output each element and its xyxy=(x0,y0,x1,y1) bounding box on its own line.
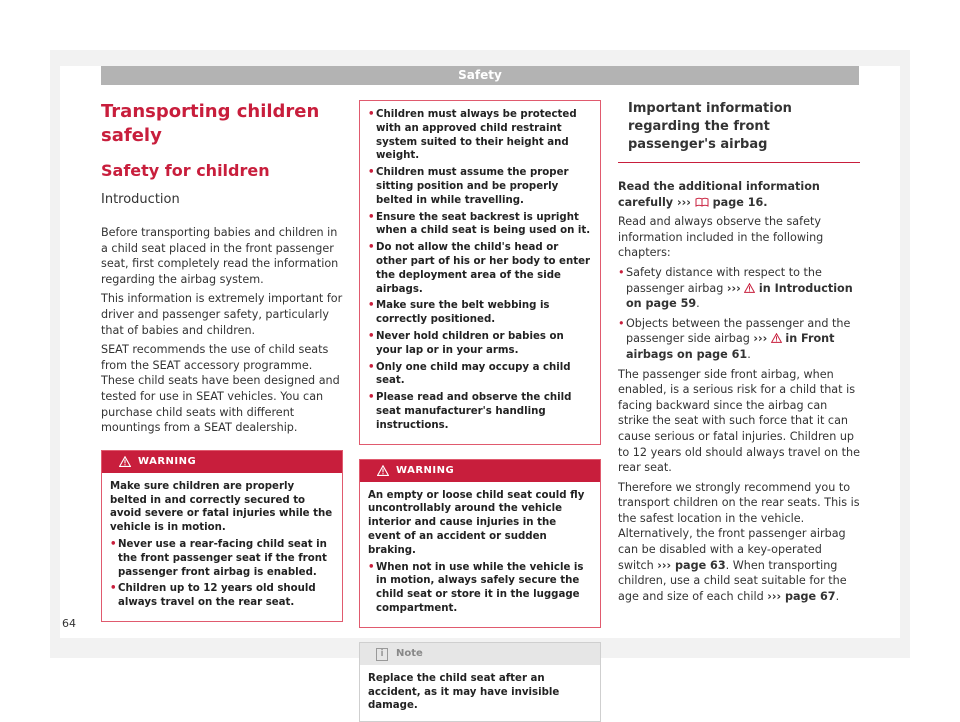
warning-icon xyxy=(119,456,131,467)
warning-label: WARNING xyxy=(138,455,197,467)
note-label: Note xyxy=(396,647,423,659)
section-subtitle: Safety for children xyxy=(101,161,270,180)
paragraph-text: Therefore we strongly recommend you to transport children on the rear seats. This is the safest location in the vehicle. Alternatively, the front passenger airbag can be disabled with a key-operated switch xyxy=(618,480,860,572)
column-3 xyxy=(618,100,860,608)
paragraph: Therefore we strongly recommend you to transport children on the rear seats. This is the safest location in the vehicle. Alternatively, the front passenger airbag can be disabled with a key-operated switch ››› page 63. When transporting children, use a child seat suitable for the age and size of each child ››› page 67. xyxy=(618,480,860,603)
paragraph: Before transporting babies and children in a child seat placed in the front passenger seat, first completely read the information regarding the airbag system. xyxy=(101,226,339,286)
column-2 xyxy=(359,100,601,722)
warning-bullet: • Children up to 12 years old should always travel on the rear seat. xyxy=(110,582,334,610)
page-number: 64 xyxy=(62,617,76,630)
warning-header xyxy=(360,460,600,482)
list-item: • Objects between the passenger and the passenger side airbag ››› in Front airbags on page 61. xyxy=(618,316,860,363)
section-header: Safety xyxy=(101,66,859,85)
note-text: Replace the child seat after an accident, as it may have invisible damage. xyxy=(368,672,560,712)
warning-bullet: • Please read and observe the child seat manufacturer's handling instructions. xyxy=(368,391,592,432)
warning-text: An empty or loose child seat could fly uncontrollably around the vehicle interior and cause injuries in the event of an accident or sudden braking. xyxy=(368,489,585,556)
paragraph: This information is extremely important for driver and passenger safety, particularly that of babies and children. xyxy=(101,292,343,337)
cross-ref-link[interactable]: in Front airbags on page 61 xyxy=(626,332,835,361)
warning-text: Make sure children are properly belted in and correctly secured to avoid severe or fatal injuries while the vehicle is in motion. xyxy=(110,480,333,534)
warning-icon xyxy=(377,465,389,476)
warning-bullet: • Children must assume the proper sitting position and be properly belted in while travelling. xyxy=(368,166,592,207)
warning-box-continued xyxy=(359,100,601,445)
cross-ref-arrows: ››› xyxy=(753,332,768,346)
warning-body xyxy=(360,101,600,444)
cross-ref-link[interactable]: in Introduction on page 59 xyxy=(626,281,853,311)
warning-bullet: • Make sure the belt webbing is correctly positioned. xyxy=(368,299,592,327)
read-more-text: Read the additional information carefully xyxy=(618,180,820,209)
important-info-heading: Important information regarding the front passenger's airbag xyxy=(618,100,860,163)
cross-ref-link[interactable]: page 16 xyxy=(712,195,764,209)
cross-ref-arrows: ››› xyxy=(726,281,741,295)
paragraph: Read and always observe the safety information included in the following chapters: xyxy=(618,215,824,260)
info-icon: i xyxy=(376,648,388,661)
warning-bullet: • Only one child may occupy a child seat. xyxy=(368,361,592,389)
note-header xyxy=(360,643,600,665)
warning-bullet: • Children must always be protected with an approved child restraint system suited to their height and weight. xyxy=(368,108,592,163)
warning-icon xyxy=(744,283,755,293)
warning-bullet: • When not in use while the vehicle is in motion, always safely secure the child seat or store it in the luggage compartment. xyxy=(368,561,592,616)
cross-ref-link[interactable]: ››› page 63 xyxy=(657,558,726,572)
paragraph: The passenger side front airbag, when enabled, is a serious risk for a child that is facing backward since the airbag can strike the seat with such force that it can cause serious or fatal injuries. Children up to 12 years old should always travel on the rear seat. xyxy=(618,367,860,475)
warning-box-2 xyxy=(359,459,601,628)
list-item-text: Objects between the passenger and the passenger side airbag xyxy=(626,316,851,346)
warning-label: WARNING xyxy=(396,464,455,476)
paragraph-text: . When transporting children, use a child seat suitable for the age and size of each child xyxy=(618,558,847,603)
cross-ref-link[interactable]: ››› page 67 xyxy=(767,589,836,603)
note-box xyxy=(359,642,601,722)
subsection-heading: Introduction xyxy=(101,192,180,207)
read-more-line: Read the additional information carefully ››› page 16. xyxy=(618,180,820,209)
cross-ref-arrows: ››› xyxy=(677,195,691,209)
warning-icon xyxy=(771,333,782,343)
warning-bullet: • Ensure the seat backrest is upright when a child seat is being used on it. xyxy=(368,211,592,239)
warning-bullet: • Never hold children or babies on your lap or in your arms. xyxy=(368,330,592,358)
warning-body xyxy=(102,473,342,621)
list-item-text: Safety distance with respect to the passenger airbag xyxy=(626,265,822,295)
warning-body xyxy=(360,482,600,627)
warning-bullet: • Do not allow the child's head or other part of his or her body to enter the deployment area of the side airbags. xyxy=(368,241,592,296)
warning-bullet: • Never use a rear-facing child seat in the front passenger seat if the front passenger front airbag is enabled. xyxy=(110,538,334,579)
page-title: Transporting children safely xyxy=(101,101,320,146)
paragraph: SEAT recommends the use of child seats from the SEAT accessory programme. These child seats have been designed and tested for use in SEAT vehicles. You can purchase child seats with different mountings from a SEAT dealership. xyxy=(101,343,340,435)
warning-header xyxy=(102,451,342,473)
book-icon xyxy=(695,197,709,207)
warning-box xyxy=(101,450,343,622)
column-1 xyxy=(101,100,343,622)
list-item: • Safety distance with respect to the passenger airbag ››› in Introduction on page 59. xyxy=(618,265,860,312)
